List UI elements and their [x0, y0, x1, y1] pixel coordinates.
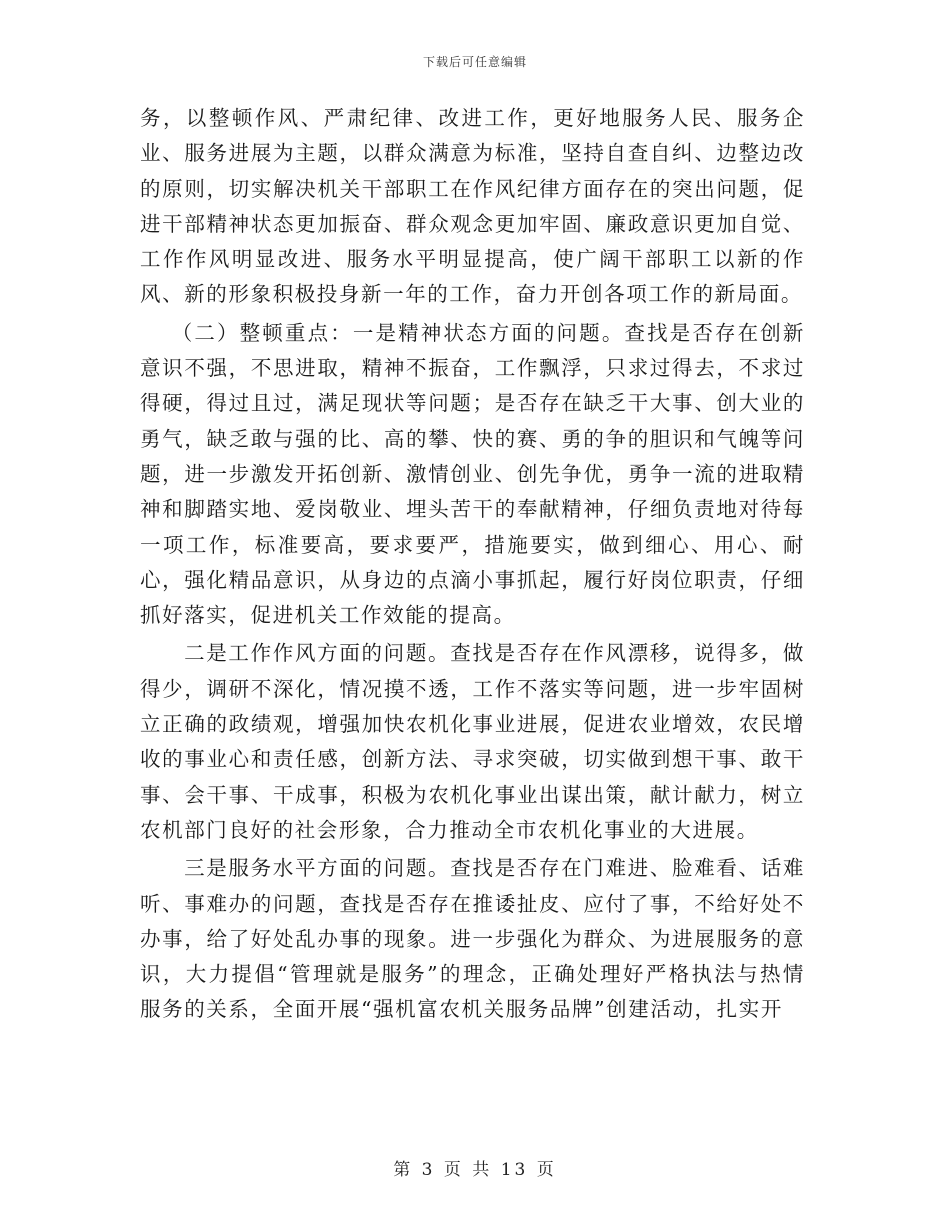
paragraph-1: 务，以整顿作风、严肃纪律、改进工作，更好地服务人民、服务企业、服务进展为主题，以群众满意为标准，坚持自查自纠、边整边改的原则，切实解决机关干部职工在作风纪律方面存在的突出问题，促进干部精神状态更加振奋、群众观念更加牢固、廉政意识更加自觉、工作作风明显改进、服务水平明显提高，使广阔干部职工以新的作风、新的形象积极投身新一年的工作，奋力开创各项工作的新局面。 — [140, 106, 805, 307]
page-number-footer: 第 3 页 共 13 页 — [393, 1160, 557, 1180]
paragraph-2: （二）整顿重点：一是精神状态方面的问题。查找是否存在创新意识不强，不思进取，精神不振奋，工作飘浮，只求过得去，不求过得硬，得过且过，满足现状等问题；是否存在缺乏干大事、创大业的勇气，缺乏敢与强的比、高的攀、快的赛、勇的争的胆识和气魄等问题，进一步激发开拓创新、激情创业、创先争优，勇争一流的进取精神和脚踏实地、爱岗敬业、埋头苦干的奉献精神，仔细负责地对待每一项工作，标准要高，要求要严，措施要实，做到细心、用心、耐心，强化精品意识，从身边的点滴小事抓起，履行好岗位职责，仔细抓好落实，促进机关工作效能的提高。 — [140, 320, 805, 628]
page-header: 下载后可任意编辑 — [422, 55, 527, 69]
document-body — [140, 101, 805, 1028]
paragraph-4: 三是服务水平方面的问题。查找是否存在门难进、脸难看、话难听、事难办的问题，查找是否存在推诿扯皮、应付了事，不给好处不办事，给了好处乱办事的现象。进一步强化为群众、为进展服务的意识，大力提倡“管理就是服务”的理念，正确处理好严格执法与热情服务的关系，全面开展“强机富农机关服务品牌”创建活动，扎实开 — [140, 856, 805, 1022]
paragraph-3: 二是工作作风方面的问题。查找是否存在作风漂移，说得多，做得少，调研不深化，情况摸不透，工作不落实等问题，进一步牢固树立正确的政绩观，增强加快农机化事业进展，促进农业增效，农民增收的事业心和责任感，创新方法、寻求突破，切实做到想干事、敢干事、会干事、干成事，积极为农机化事业出谋出策，献计献力，树立农机部门良好的社会形象，合力推动全市农机化事业的大进展。 — [140, 641, 805, 842]
